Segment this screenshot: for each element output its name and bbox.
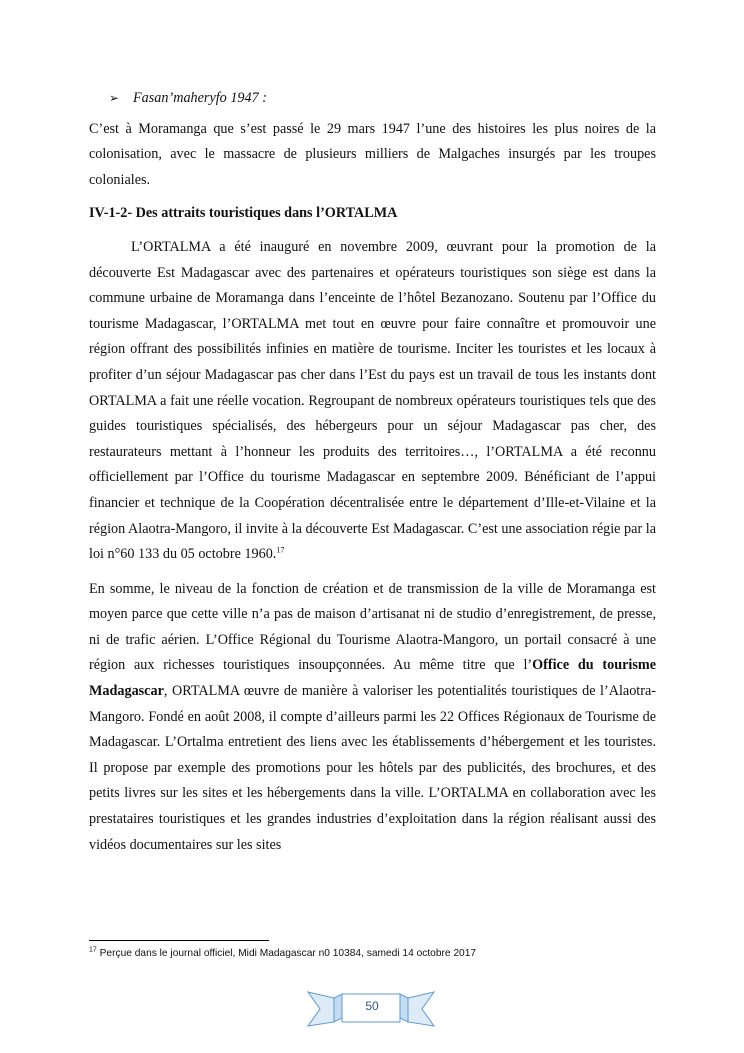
footnote-reference[interactable]: 17 <box>276 545 285 555</box>
page-number-ribbon <box>306 990 436 1030</box>
footnote-text: Perçue dans le journal officiel, Midi Madagascar n0 10384, samedi 14 octobre 2017 <box>99 948 477 959</box>
page-number: 50 <box>365 999 379 1013</box>
paragraph-2-text: L’ORTALMA a été inauguré en novembre 2009, œuvrant pour la promotion de la découverte Est Madagascar avec des partenaires et opérateurs touristiques son siège est dans la commune urbaine de Moramanga dans l’enceinte de l’hôtel Bezanozano. Soutenu par l’Office du tourisme Madagascar, l’ORTALMA met tout en œuvre pour faire connaître et promouvoir une région offrant des possibilités infinies en matière de tourisme. Inciter les touristes et les locaux à profiter d’un séjour Madagascar pas cher dans l’Est du pays est un travail de tous les instants dont ORTALMA a fait une réelle vocation. Regroupant de nombreux opérateurs touristiques tels que des guides touristiques spécialisés, des hébergeurs pour un séjour Madagascar pas cher, des restaurateurs mettant à l’honneur les produits des territoires…, l’ORTALMA a été reconnu officiellement par l’Office du tourisme Madagascar en septembre 2009. Bénéficiant de l’appui financier et technique de la Coopération décentralisée entre le département d’Ille-et-Vilaine et la région Alaotra-Mangoro, il invite à la découverte Est Madagascar. C’est une association régie par la loi n°60 133 du 05 octobre 1960. <box>89 238 656 563</box>
paragraph-1: C’est à Moramanga que s’est passé le 29 mars 1947 l’une des histoires les plus noires de la colonisation, avec le massacre de plusieurs milliers de Malgaches insurgés par les troupes coloniales. <box>89 120 656 188</box>
paragraph-3-bold: Office du tourisme Madagascar <box>89 657 656 700</box>
paragraph-3 <box>89 577 656 859</box>
section-heading: IV-1-2- Des attraits touristiques dans l’ORTALMA <box>89 205 398 222</box>
paragraph-3-part-1: En somme, le niveau de la fonction de création et de transmission de la ville de Moramanga est moyen parce que cette ville n’a pas de maison d’artisanat ni de studio d’enregistrement, de presse, ni de trafic aérien. L’Office Régional du Tourisme Alaotra-Mangoro, un portail consacré à une région aux richesses touristiques insoupçonnées. Au même titre que l’ <box>89 580 656 674</box>
footnote <box>89 948 476 959</box>
bullet-item <box>109 86 656 112</box>
paragraph-3-part-2: , ORTALMA œuvre de manière à valoriser les potentialités touristiques de l’Alaotra-Mangoro. Fondé en août 2008, il compte d’ailleurs parmi les 22 Offices Régionaux de Tourisme de Madagascar. L’Ortalma entretient des liens avec les établissements d’hébergement et les touristes. Il propose par exemple des promotions pour les hôtels par des publicités, des brochures, et des petits livres sur les sites et les hébergements dans la ville. L’ORTALMA en collaboration avec les prestataires touristiques et les grandes industries d’exploitation dans la région réalisant aussi des vidéos documentaires sur les sites <box>89 683 656 853</box>
footnote-number: 17 <box>89 946 97 954</box>
arrow-bullet-icon: ➢ <box>109 91 120 105</box>
bullet-text: Fasan’maheryfo 1947 : <box>133 90 267 106</box>
paragraph-2 <box>89 235 656 568</box>
body-text <box>89 86 656 858</box>
footnote-separator <box>89 940 269 941</box>
